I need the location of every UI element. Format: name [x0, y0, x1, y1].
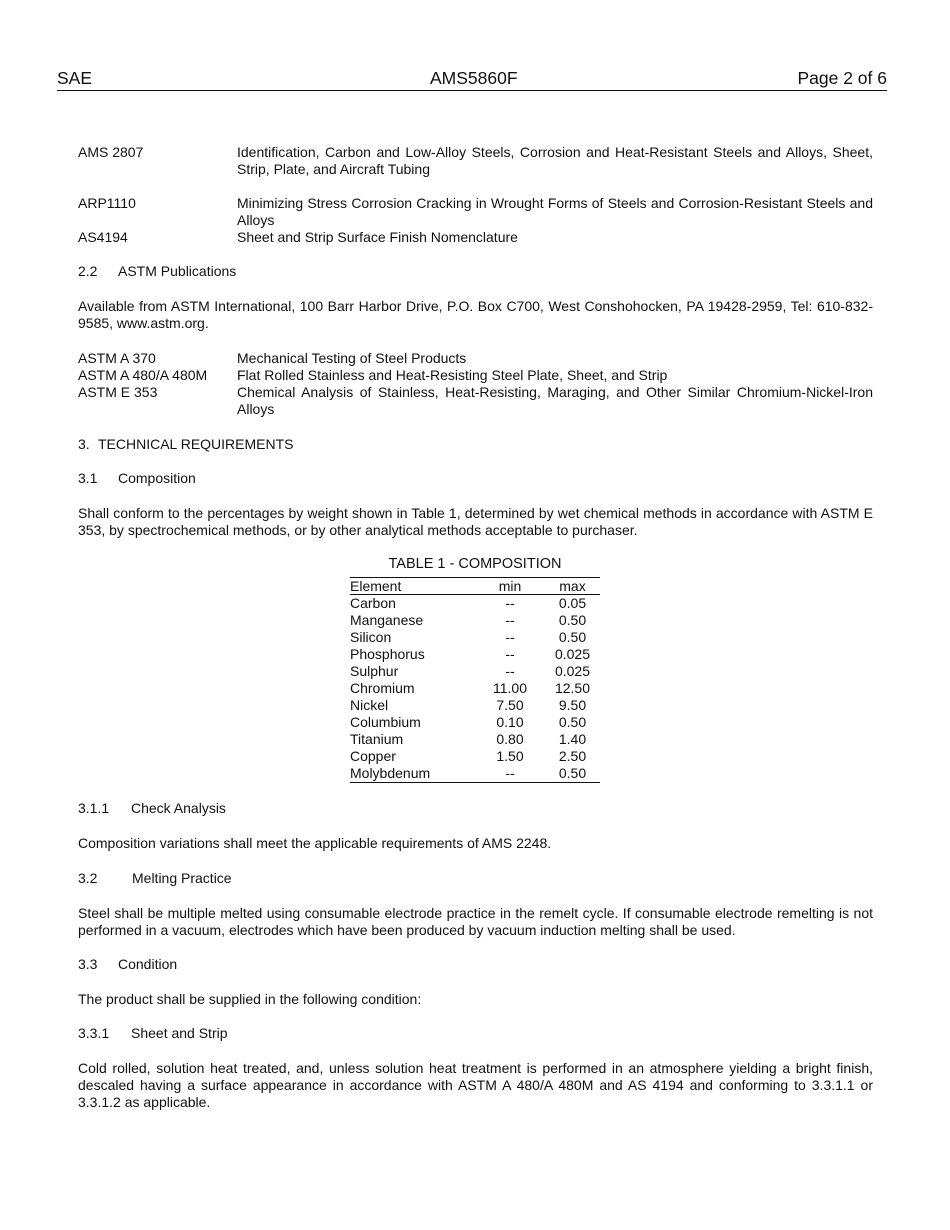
- section-number: 2.2: [78, 263, 98, 279]
- reference-row: [78, 195, 873, 231]
- table-row: [350, 748, 600, 765]
- table-row: [350, 629, 600, 646]
- section-heading-2-2: [78, 263, 236, 280]
- cell-element: Carbon: [350, 595, 396, 611]
- cell-element: Columbium: [350, 714, 421, 730]
- reference-row: [78, 229, 873, 246]
- reference-row: [78, 367, 873, 384]
- table-row: [350, 663, 600, 680]
- section-heading-3-2: [78, 870, 232, 887]
- section-heading-3-3-1: [78, 1025, 228, 1042]
- reference-code: ASTM A 480/A 480M: [78, 367, 208, 383]
- header-page-number: Page 2 of 6: [797, 68, 887, 88]
- reference-desc: Chemical Analysis of Stainless, Heat-Resisting, Maraging, and Other Similar Chromium-Nickel-Iron Alloys: [237, 384, 873, 417]
- cell-min: 0.10: [496, 714, 524, 730]
- header-doc-number: AMS5860F: [430, 68, 518, 88]
- cell-min: --: [505, 612, 515, 628]
- section-heading-3-1-1: [78, 800, 226, 817]
- section-title: TECHNICAL REQUIREMENTS: [98, 436, 294, 452]
- composition-table: [350, 577, 600, 783]
- table-row: [350, 714, 600, 731]
- reference-row: [78, 350, 873, 367]
- cell-max: 1.40: [558, 731, 587, 747]
- column-header: max: [545, 578, 600, 595]
- reference-code: ASTM E 353: [78, 384, 158, 400]
- section-title: Condition: [118, 956, 178, 972]
- reference-desc: Minimizing Stress Corrosion Cracking in Wrought Forms of Steels and Corrosion-Resistant Steels and Alloys: [237, 195, 873, 228]
- section-heading-3-3: [78, 956, 177, 973]
- cell-min: --: [505, 663, 515, 679]
- cell-element: Titanium: [350, 731, 404, 747]
- table-row: [350, 680, 600, 697]
- section-number: 3.1.1: [78, 800, 110, 816]
- cell-element: Copper: [350, 748, 396, 764]
- paragraph-3-1-1: Composition variations shall meet the applicable requirements of AMS 2248.: [78, 835, 552, 851]
- reference-code: ARP1110: [78, 195, 136, 211]
- cell-max: 0.50: [558, 629, 587, 645]
- cell-max: 0.50: [545, 765, 600, 783]
- cell-element: Phosphorus: [350, 646, 425, 662]
- paragraph-3-3: The product shall be supplied in the following condition:: [78, 991, 422, 1007]
- section-title: Melting Practice: [132, 870, 232, 886]
- cell-element: Nickel: [350, 697, 389, 713]
- cell-min: 1.50: [496, 748, 524, 764]
- cell-max: 0.50: [558, 612, 587, 628]
- cell-max: 0.025: [554, 646, 591, 662]
- section-number: 3.3.1: [78, 1025, 110, 1041]
- cell-max: 9.50: [558, 697, 587, 713]
- table-header-row: [350, 578, 600, 595]
- cell-max: 12.50: [554, 680, 591, 696]
- table-row: [350, 731, 600, 748]
- reference-desc: Mechanical Testing of Steel Products: [237, 350, 467, 366]
- cell-min: 7.50: [496, 697, 524, 713]
- column-header: Element: [350, 578, 475, 595]
- cell-min: --: [505, 629, 515, 645]
- section-number: 3.1: [78, 470, 98, 486]
- cell-element: Silicon: [350, 629, 392, 645]
- column-header: min: [475, 578, 545, 595]
- table-row: [350, 646, 600, 663]
- table-row: [350, 765, 600, 783]
- cell-element: Manganese: [350, 612, 424, 628]
- paragraph-3-3-1: Cold rolled, solution heat treated, and, unless solution heat treatment is performed in an atmosphere yielding a bright finish, descaled having a surface appearance in accordance with ASTM A 480/A 480M and AS 4194 and conforming to 3.3.1.1 or 3.3.1.2 as applicable.: [78, 1060, 873, 1110]
- cell-max: 0.05: [558, 595, 587, 611]
- page-header: [57, 68, 887, 91]
- header-org: SAE: [57, 68, 93, 88]
- cell-max: 2.50: [558, 748, 587, 764]
- cell-min: --: [505, 646, 515, 662]
- section-heading-3: [78, 436, 294, 453]
- section-title: Check Analysis: [131, 800, 226, 816]
- section-number: 3.2: [78, 870, 98, 886]
- cell-max: 0.50: [558, 714, 587, 730]
- table-row: [350, 595, 600, 613]
- reference-code: AS4194: [78, 229, 128, 245]
- paragraph-3-1: Shall conform to the percentages by weight shown in Table 1, determined by wet chemical methods in accordance with ASTM E 353, by spectrochemical methods, or by other analytical methods acceptable to purchaser.: [78, 505, 873, 538]
- paragraph-3-2: Steel shall be multiple melted using consumable electrode practice in the remelt cycle. If consumable electrode remelting is not performed in a vacuum, electrodes which have been produced by vacuum induction melting shall be used.: [78, 905, 873, 938]
- cell-element: Molybdenum: [350, 765, 475, 783]
- paragraph-2-2: Available from ASTM International, 100 Barr Harbor Drive, P.O. Box C700, West Conshohocken, PA 19428-2959, Tel: 610-832-9585, www.astm.org.: [78, 298, 873, 331]
- section-heading-3-1: [78, 470, 196, 487]
- cell-min: 11.00: [493, 680, 527, 696]
- cell-element: Chromium: [350, 680, 415, 696]
- reference-desc: Sheet and Strip Surface Finish Nomenclature: [237, 229, 518, 245]
- reference-row: [78, 144, 873, 180]
- cell-min: 0.80: [496, 731, 524, 747]
- cell-min: --: [505, 595, 515, 611]
- table-title: TABLE 1 - COMPOSITION: [388, 556, 562, 572]
- reference-row: [78, 384, 873, 420]
- section-title: Sheet and Strip: [131, 1025, 228, 1041]
- reference-code: ASTM A 370: [78, 350, 156, 366]
- table-row: [350, 612, 600, 629]
- cell-max: 0.025: [554, 663, 591, 679]
- table-row: [350, 697, 600, 714]
- section-title: Composition: [118, 470, 196, 486]
- cell-min: --: [475, 765, 545, 783]
- section-number: 3.3: [78, 956, 98, 972]
- cell-element: Sulphur: [350, 663, 399, 679]
- section-title: ASTM Publications: [118, 263, 237, 279]
- section-number: 3.: [78, 436, 90, 452]
- reference-desc: Flat Rolled Stainless and Heat-Resisting Steel Plate, Sheet, and Strip: [237, 367, 668, 383]
- reference-code: AMS 2807: [78, 144, 144, 160]
- reference-desc: Identification, Carbon and Low-Alloy Steels, Corrosion and Heat-Resistant Steels and Alloys, Sheet, Strip, Plate, and Aircraft Tubing: [237, 144, 873, 177]
